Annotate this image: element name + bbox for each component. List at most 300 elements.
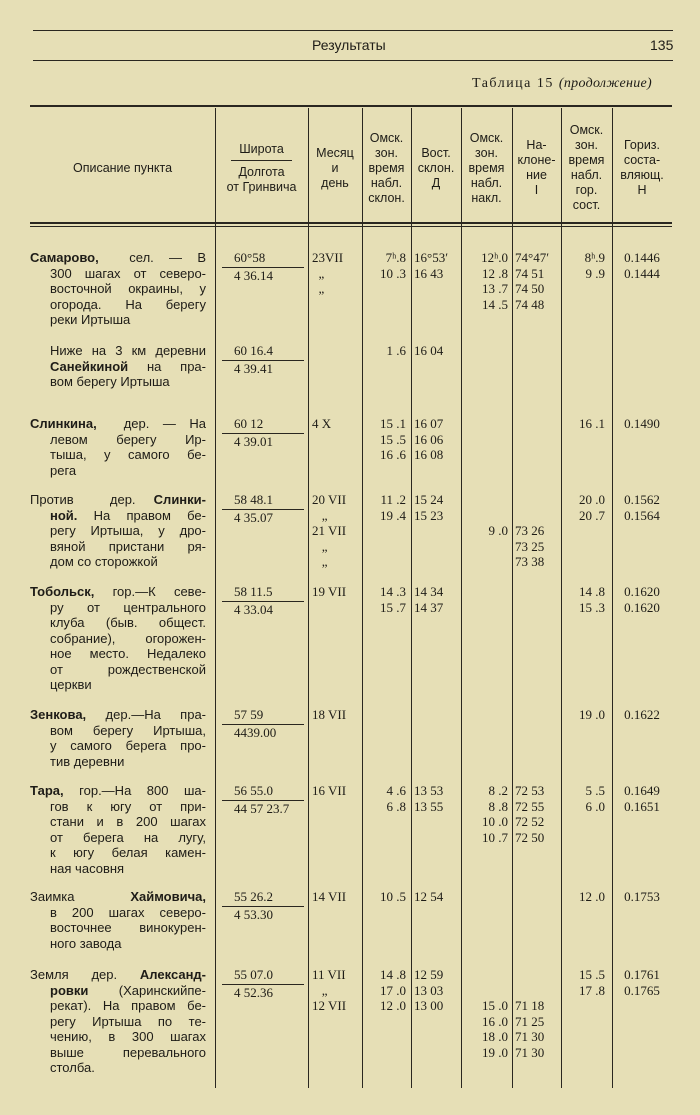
header-time-horizontal-line: Омск. [569,123,604,137]
description-line [30,492,206,508]
place-name: Самарово, [30,250,99,265]
point-description [30,783,206,876]
description-line [30,845,206,861]
description-text: на пра- [128,358,206,374]
time-horizontal-value: 15 .5 [579,967,605,982]
description-text: гор.—К севе- [94,584,206,599]
description-text: в 200 шагах северо- [50,904,206,920]
month-day-value: 11 VII [312,967,346,982]
horizontal-component-cell [612,967,672,998]
description-line [30,312,206,328]
place-name: ной. [50,507,78,523]
description-line [30,677,206,693]
description-line [30,783,206,799]
header-lat-lon [215,118,308,218]
header-time-inclination-line: накл. [471,190,502,205]
table-caption [472,76,652,92]
description-text: церкви [50,677,92,692]
declination-value: 13 03 [414,982,444,998]
declination-value: 15 23 [414,507,444,523]
header-time-declination-line: склон. [368,190,405,205]
horizontal-component-value: 0.1446 [624,250,660,265]
time-declination-value: 15 .7 [380,599,406,615]
header-time-horizontal-line: сост. [572,198,601,212]
header-top-rule [30,105,672,107]
time-inclination-value: 19 .0 [482,1044,508,1060]
lat-lon-cell [222,250,304,283]
description-text: клуба (быв. общест. [50,615,206,630]
description-text: от рождественской [50,661,206,677]
header-horizontal-component [612,118,672,218]
place-name: Тобольск, [30,584,95,599]
inclination-value: 74 51 [515,265,545,281]
header-time-horizontal-line: время [568,153,605,167]
description-line [30,600,206,616]
declination-value: 14 34 [414,584,444,599]
description-line [30,936,206,952]
horizontal-component-value: 0.1620 [624,584,660,599]
description-text: регу Иртыша по те- [50,1013,206,1029]
latitude-value: 55 26.2 [222,889,304,907]
horizontal-component-value: 0.1562 [624,492,660,507]
latitude-value: 55 07.0 [222,967,304,985]
time-horizontal-value: 5 .5 [585,783,605,798]
header-time-declination [362,118,411,218]
horizontal-component-value: 0.1490 [624,416,660,431]
horizontal-component-cell [612,889,672,905]
inclination-value: 72 53 [515,783,545,798]
description-line [30,830,206,846]
description-line [30,723,206,739]
description-text: у самого берега про- [50,738,206,753]
time-declination-value: 4 .6 [386,783,406,798]
header-description [30,118,215,218]
declination-value: 15 24 [414,492,444,507]
description-line [30,432,206,448]
header-month-day-line: Месяц [316,145,354,160]
time-inclination-value: 10 .0 [482,814,508,829]
header-time-inclination [461,118,512,218]
description-text: 300 шагах от северо- [50,265,206,281]
description-text: (Харинскийпе- [88,982,206,998]
description-line [30,967,206,983]
header-month-day-line: день [321,175,349,190]
header-declination-line: Д [431,175,441,190]
time-horizontal-cell [563,250,605,281]
month-day-value: „ [312,538,328,554]
description-line [30,447,206,463]
declination-cell [414,343,460,359]
time-horizontal-value: 15 .3 [579,599,605,615]
header-time-horizontal-line: гор. [575,183,598,197]
place-name: Санейкиной [50,358,129,374]
horizontal-component-value: 0.1651 [624,798,660,814]
month-day-value: „ [312,281,325,296]
time-inclination-value: 9 .0 [488,523,508,538]
description-line [30,508,206,524]
description-text: дом со сторожкой [50,554,158,569]
time-declination-value: 14 .3 [380,584,406,599]
description-line [30,814,206,830]
point-description [30,343,206,390]
time-declination-value: 17 .0 [380,982,406,998]
header-inclination [512,118,561,218]
declination-value: 16 43 [414,265,444,281]
latitude-value: 58 11.5 [222,584,304,602]
month-day-cell [312,783,358,799]
header-inclination-line: I [534,183,539,197]
horizontal-component-value: 0.1765 [624,982,660,998]
description-line [30,463,206,479]
description-text: от берега на лугу, [50,829,206,845]
description-text: ру от центрального [50,599,206,615]
description-line [30,297,206,313]
caption-note: (продолжение) [558,76,652,91]
horizontal-component-value: 0.1444 [624,265,660,281]
description-text: Заимка [30,889,131,904]
inclination-value [515,983,559,999]
time-declination-value: 1 .6 [386,343,406,358]
header-inclination-line: На- [526,138,547,152]
longitude-value: 4 33.04 [234,601,273,617]
time-declination-value: 14 .8 [380,967,406,982]
place-name: Хаймовича, [130,889,206,904]
column-divider [362,108,363,1088]
horizontal-component-cell [612,584,672,615]
time-inclination-cell [464,967,508,1060]
caption-label: Таблица 15 [472,76,554,91]
declination-value: 16 08 [414,447,444,462]
running-head-rule [33,60,673,61]
latitude-value: 58 48.1 [222,492,304,510]
month-day-value: 4 X [312,416,332,431]
time-declination-value: 11 .2 [380,492,406,507]
description-text: Ниже на 3 км деревни [50,343,206,358]
header-time-horizontal-line: набл. [570,168,603,182]
description-line [30,1045,206,1061]
description-text: реки Иртыша [50,312,131,327]
time-inclination-value: 12ʰ.0 [481,250,508,265]
header-longitude: от Гринвича [226,179,297,194]
header-bottom-rule [30,222,672,224]
header-time-inclination-line: Омск. [469,130,504,145]
time-declination-cell [364,783,406,814]
place-name: Зенкова, [30,707,87,722]
declination-cell [414,967,460,1014]
header-inclination-line: клоне- [517,153,556,167]
header-description-line: Описание пункта [72,160,173,175]
time-horizontal-value: 9 .9 [585,265,605,281]
horizontal-component-cell [612,707,672,723]
description-text: ная часовня [50,860,125,876]
time-horizontal-value: 20 .0 [579,492,605,507]
inclination-cell [515,967,559,1060]
month-day-cell [312,416,358,432]
point-description [30,416,206,478]
inclination-value: 74 50 [515,281,545,296]
description-line [30,646,206,662]
month-day-value: 19 VII [312,584,347,599]
longitude-value: 44 57 23.7 [234,800,290,816]
header-time-inclination-line: набл. [470,175,503,190]
description-text: чению, в 300 шагах [50,1029,206,1044]
declination-value: 12 59 [414,967,444,982]
description-line [30,343,206,359]
header-month-day-line: и [331,160,339,175]
inclination-cell [515,492,559,570]
horizontal-component-value: 0.1761 [624,967,660,982]
header-bottom-rule-thin [30,226,672,227]
month-day-value: „ [312,554,328,569]
description-text: дер. — На [96,416,206,431]
point-description [30,707,206,769]
description-line [30,662,206,678]
declination-cell [414,783,460,814]
time-inclination-value [464,508,508,524]
description-text: Против дер. [30,492,154,507]
declination-cell [414,416,460,463]
inclination-value: 72 52 [515,814,545,829]
time-declination-cell [364,343,406,359]
column-divider [411,108,412,1088]
description-text: тыша, у самого бе- [50,447,206,462]
header-declination [411,118,461,218]
description-line [30,416,206,432]
description-line [30,615,206,631]
month-day-value: 16 VII [312,783,347,798]
point-description [30,889,206,951]
description-line [30,738,206,754]
inclination-value: 72 55 [515,798,545,814]
description-line [30,554,206,570]
description-line [30,1029,206,1045]
description-line [30,754,206,770]
inclination-value [515,967,559,983]
time-inclination-value: 8 .8 [488,798,508,814]
time-declination-cell [364,889,406,905]
description-text: стани и в 200 шагах [50,814,206,829]
time-declination-value: 10 .3 [380,265,406,281]
description-text: ного завода [50,935,122,951]
description-text: левом берегу Ир- [50,431,206,447]
horizontal-component-value: 0.1622 [624,707,660,722]
declination-value: 13 55 [414,798,444,814]
latitude-value: 60°58 [222,250,304,268]
header-time-declination-line: время [368,160,405,175]
header-time-horizontal [561,118,612,218]
time-inclination-value [464,967,508,983]
description-text: Земля дер. [30,967,140,982]
description-text: огорода. На берегу [50,296,206,312]
time-horizontal-value: 19 .0 [579,707,605,722]
longitude-value: 4 53.30 [234,906,273,922]
description-text: вяной пристани ря- [50,538,206,554]
lat-lon-cell [222,492,304,525]
declination-value: 16°53′ [414,250,449,265]
inclination-value: 71 30 [515,1029,545,1044]
description-text: ное место. Недалеко [50,646,206,661]
column-divider [308,108,309,1088]
month-day-value: 18 VII [312,707,347,722]
time-horizontal-value: 8ʰ.9 [584,250,605,265]
time-declination-cell [364,416,406,463]
horizontal-component-cell [612,250,672,281]
header-time-declination-line: набл. [370,175,403,190]
horizontal-component-value: 0.1620 [624,599,660,615]
time-declination-value: 12 .0 [380,998,406,1013]
header-inclination-line: ние [526,168,547,182]
running-head-title: Результаты [312,37,386,53]
time-inclination-value: 13 .7 [482,281,508,296]
time-inclination-value: 10 .7 [482,829,508,845]
column-divider [561,108,562,1088]
time-declination-value: 15 .1 [380,416,406,431]
description-text: восточнее винокурен- [50,920,206,935]
inclination-value: 71 18 [515,998,545,1013]
description-line [30,523,206,539]
description-text: вом берегу Иртыша [50,374,170,389]
description-text: гор.—На 800 ша- [63,783,206,798]
description-text: восточной окраины, у [50,281,206,296]
point-description [30,492,206,570]
time-inclination-value: 16 .0 [482,1013,508,1029]
month-day-cell [312,707,358,723]
inclination-value: 74°47′ [515,250,550,265]
description-line [30,584,206,600]
time-horizontal-value: 16 .1 [579,416,605,431]
inclination-value [515,508,559,524]
time-inclination-value [464,492,508,508]
time-inclination-cell [464,492,508,539]
month-day-value: 14 VII [312,889,347,904]
header-month-day [308,118,362,218]
declination-value: 16 07 [414,416,444,431]
declination-value: 13 00 [414,998,444,1013]
longitude-value: 4 39.01 [234,433,273,449]
month-day-cell [312,492,358,570]
latitude-value: 60 12 [222,416,304,434]
column-divider [215,108,216,1088]
header-longitude: Долгота [238,164,285,179]
horizontal-component-value: 0.1753 [624,889,660,904]
month-day-cell [312,967,358,1014]
place-name: Слинкина, [30,416,97,431]
header-declination-line: склон. [417,160,455,175]
horizontal-component-cell [612,783,672,814]
description-text: столба. [50,1060,95,1075]
inclination-value: 71 25 [515,1013,545,1029]
lat-lon-cell [222,783,304,816]
description-text: рега [50,462,77,478]
lat-lon-cell [222,416,304,449]
lat-lon-cell [222,584,304,617]
latitude-value: 60 16.4 [222,343,304,361]
month-day-cell [312,889,358,905]
month-day-value: 12 VII [312,998,347,1013]
header-time-horizontal-line: зон. [575,138,598,152]
month-day-value: 23VII [312,250,344,265]
longitude-value: 4 36.14 [234,267,273,283]
description-line [30,707,206,723]
horizontal-component-value: 0.1564 [624,507,660,523]
declination-cell [414,492,460,523]
declination-value: 16 06 [414,431,444,447]
description-text: тив деревни [50,753,125,769]
declination-cell [414,584,460,615]
header-horizontal-component-line: вляющ. [620,168,664,182]
top-rule [33,30,673,31]
horizontal-component-cell [612,492,672,523]
time-horizontal-value: 14 .8 [579,584,605,599]
month-day-value: „ [312,265,325,281]
point-description [30,250,206,328]
declination-cell [414,889,460,905]
description-text: регу Иртыша, у дро- [50,523,206,538]
description-line [30,359,206,375]
column-divider [461,108,462,1088]
point-description [30,584,206,693]
description-line [30,266,206,282]
description-line [30,799,206,815]
month-day-value: „ [312,982,328,998]
lat-lon-cell [222,707,304,740]
lat-lon-cell [222,889,304,922]
inclination-value: 73 38 [515,554,545,569]
description-line [30,281,206,297]
time-declination-value: 7ʰ.8 [385,250,406,265]
time-horizontal-value: 20 .7 [579,507,605,523]
description-line [30,861,206,877]
inclination-value: 73 25 [515,538,545,554]
header-declination-line: Вост. [421,145,451,160]
inclination-cell [515,783,559,845]
time-declination-value: 6 .8 [386,798,406,814]
lat-lon-cell [222,967,304,1000]
time-declination-cell [364,584,406,615]
time-declination-cell [364,250,406,281]
time-declination-value: 19 .4 [380,507,406,523]
description-text: дер.—На пра- [86,707,206,722]
description-line [30,998,206,1014]
description-line [30,983,206,999]
description-text: сел. — В [98,250,206,265]
time-horizontal-value: 12 .0 [579,889,605,904]
inclination-cell [515,250,559,312]
inclination-value: 72 50 [515,829,545,845]
time-inclination-value: 8 .2 [488,783,508,798]
time-inclination-value: 14 .5 [482,296,508,312]
description-line [30,374,206,390]
description-text: гов к югу от при- [50,798,206,814]
horizontal-component-cell [612,416,672,432]
description-text: вом берегу Иртыша, [50,722,206,738]
time-inclination-value: 15 .0 [482,998,508,1013]
declination-value: 16 04 [414,343,444,358]
description-text: выше перевального [50,1044,206,1060]
time-horizontal-value: 17 .8 [579,982,605,998]
declination-value: 14 37 [414,599,444,615]
inclination-value: 73 26 [515,523,545,538]
time-declination-cell [364,492,406,523]
inclination-value [515,492,559,508]
header-time-declination-line: зон. [375,145,398,160]
description-text: На правом бе- [77,507,206,523]
longitude-value: 4439.00 [234,724,277,740]
header-horizontal-component-line: H [637,183,647,197]
time-inclination-cell [464,250,508,312]
month-day-cell [312,250,358,297]
declination-cell [414,250,460,281]
